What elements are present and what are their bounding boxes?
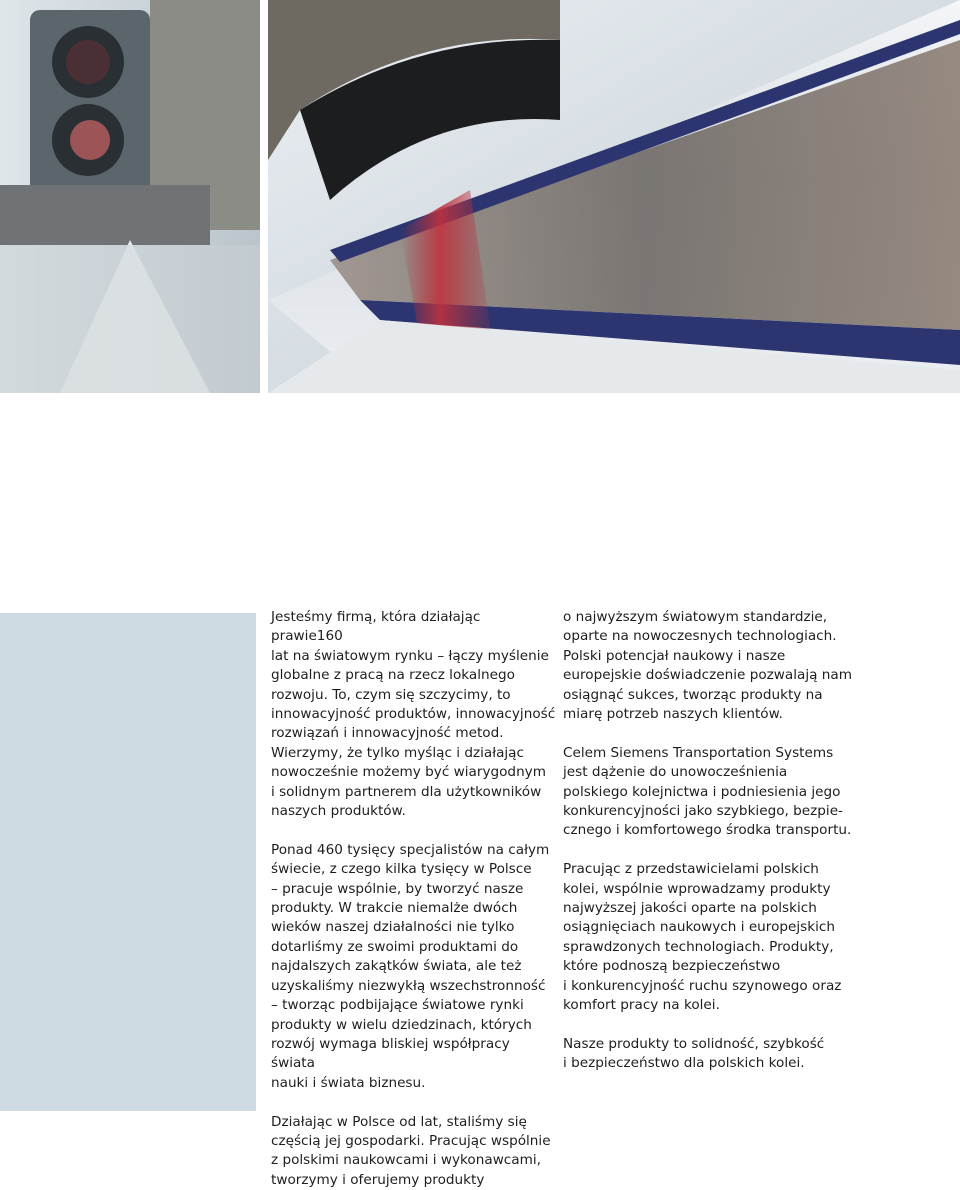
- right-paragraph-4: Nasze produkty to solidność, szybkość i bezpieczeństwo dla polskich kolei.: [563, 1035, 825, 1072]
- right-paragraph-2: Celem Siemens Transportation Systems jest dążenie do unowocześnienia polskiego kolejnictwa i podniesienia jego konkurencyjności jako szybkiego, bezpie- cznego i komfortowego środka transportu.: [563, 744, 852, 839]
- hero-photo: [0, 0, 960, 393]
- right-paragraph-3: Pracując z przedstawicielami polskich kolei, wspólnie wprowadzamy produkty najwyższej jakości oparte na polskich osiągnięciach naukowych i europejskich sprawdzonych technologiach. Produkty, które podnoszą bezpieczeństwo i konkurencyjność ruchu szynowego oraz komfort pracy na kolei.: [563, 861, 842, 1014]
- right-paragraph-1: o najwyższym światowym standardzie, oparte na nowoczesnych technologiach. Polski potencjał naukowy i nasze europejskie doświadczenie pozwalają nam osiągnąć sukces, tworząc produkty na miarę potrzeb naszych klientów.: [563, 609, 852, 723]
- decorative-side-block: [0, 613, 256, 1111]
- left-paragraph-3: Działając w Polsce od lat, staliśmy się częścią jej gospodarki. Pracując wspólnie z polskimi naukowcami i wykonawcami, tworzymy i oferujemy produkty: [271, 1113, 551, 1188]
- right-text-column: [563, 608, 853, 1074]
- left-paragraph-2: Ponad 460 tysięcy specjalistów na całym świecie, z czego kilka tysięcy w Polsce – pracuje wspólnie, by tworzyć nasze produkty. W trakcie niemalże dwóch wieków naszej działalności nie tylko dotarliśmy ze swoimi produktami do najdalszych zakątków świata, ale też uzyskaliśmy niezwykłą wszechstronność – tworząc podbijające światowe rynki produkty w wielu dziedzinach, których rozwój wymaga bliskiej współpracy świata nauki i świata biznesu.: [271, 841, 550, 1091]
- left-text-column: [271, 608, 556, 1190]
- left-paragraph-1: Jesteśmy firmą, która działając prawie160 lat na światowym rynku – łączy myślenie globalne z pracą na rzecz lokalnego rozwoju. To, czym się szczycimy, to innowacyjność produktów, innowacyjność rozwiązań i innowacyjność metod. Wierzymy, że tylko myśląc i działając nowocześnie możemy być wiarygodnym i solidnym partnerem dla użytkowników naszych produktów.: [271, 609, 556, 820]
